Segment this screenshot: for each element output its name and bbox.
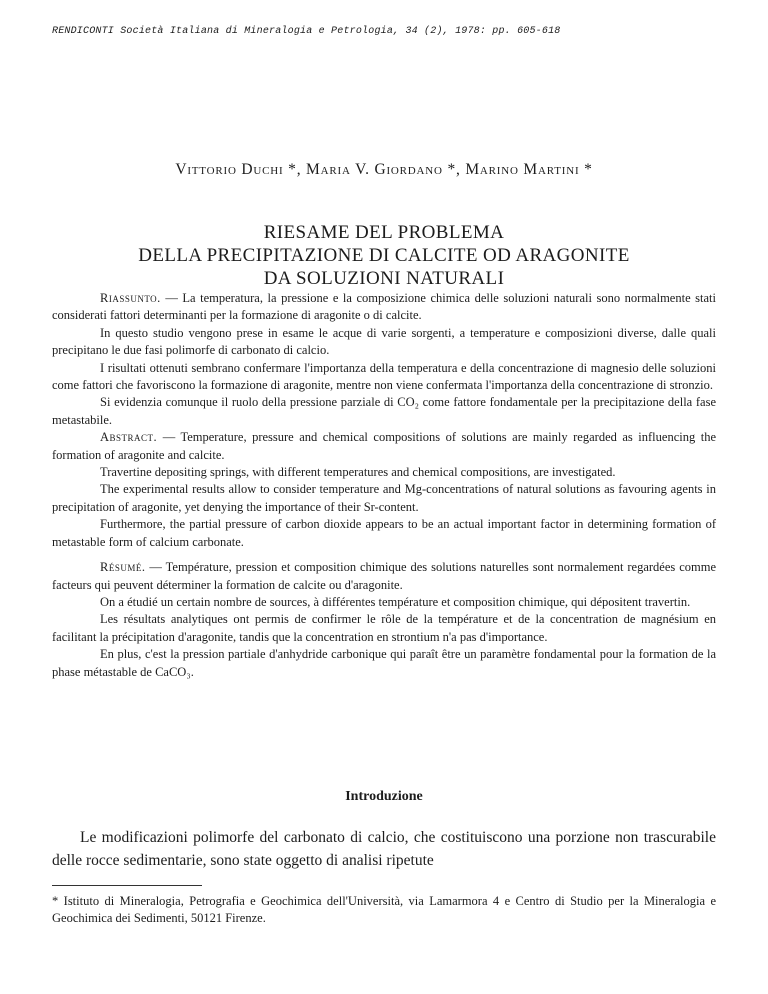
resume-paragraph: En plus, c'est la pression partiale d'anhydride carbonique qui paraît être un paramètre fondamental pour la formation de la phase métastable de CaCO₃.: [52, 647, 716, 679]
abstract-paragraph: Furthermore, the partial pressure of carbon dioxide appears to be an actual important factor in determining formation of metastable form of calcium carbonate.: [52, 517, 716, 549]
resume-paragraph: [52, 559, 716, 594]
author-line: Vittorio Duchi *, Maria V. Giordano *, Marino Martini *: [175, 161, 593, 178]
abstract-paragraph: The experimental results allow to consider temperature and Mg-concentrations of natural solutions as favouring agents in precipitation of aragonite, yet denying the importance of their Sr-content.: [52, 482, 716, 514]
footnote-rule: [52, 885, 202, 886]
riassunto-text: — La temperatura, la pressione e la composizione chimica delle soluzioni naturali sono normalmente stati considerati fattori determinanti per la formazione di aragonite o di calcite.: [52, 291, 716, 323]
riassunto-paragraph: I risultati ottenuti sembrano confermare l'importanza della temperatura e della concentrazione di magnesio delle soluzioni come fattori che favoriscono la formazione di aragonite, mentre non viene confermata l'importanza della concentrazione di stronzio.: [52, 360, 716, 393]
article-title: [0, 221, 768, 290]
abstracts-block: [52, 290, 716, 681]
running-head: RENDICONTI Società Italiana di Mineralogia e Petrologia, 34 (2), 1978: pp. 605-618: [52, 26, 561, 37]
section-heading: Introduzione: [345, 789, 423, 804]
title-line: RIESAME DEL PROBLEMA: [263, 222, 505, 243]
riassunto-paragraph: In questo studio vengono prese in esame le acque di varie sorgenti, a temperature e composizioni diverse, dalle quali precipitano le due fasi polimorfe di carbonato di calcio.: [52, 325, 716, 358]
title-line: DA SOLUZIONI NATURALI: [263, 268, 505, 289]
abstract-paragraph: Travertine depositing springs, with different temperatures and chemical compositions, are investigated.: [100, 465, 616, 480]
footnote: [52, 893, 716, 926]
riassunto-paragraph: [52, 290, 716, 325]
resume-label: Résumé.: [100, 560, 146, 575]
abstract-paragraph: [52, 429, 716, 464]
footnote-text: * Istituto di Mineralogia, Petrografia e Geochimica dell'Università, via Lamarmora 4 e Centro di Studio per la Mineralogia e Geochimica dei Sedimenti, 50121 Firenze.: [52, 894, 716, 925]
abstract-text: — Temperature, pressure and chemical compositions of solutions are mainly regarded as influencing the formation of aragonite and calcite.: [52, 430, 716, 462]
body-paragraph: Le modificazioni polimorfe del carbonato di calcio, che costituiscono una porzione non trascurabile delle rocce sedimentarie, sono state oggetto di analisi ripetute: [52, 829, 716, 869]
riassunto-label: Riassunto.: [100, 291, 161, 305]
resume-paragraph: Les résultats analytiques ont permis de confirmer le rôle de la température et de la concentration de magnésium en facilitant la précipitation d'aragonite, tandis que la concentration en strontium n'a pas d'importance.: [52, 612, 716, 644]
abstract-label: Abstract.: [100, 430, 158, 445]
resume-paragraph: On a étudié un certain nombre de sources, à différentes température et composition chimique, qui dépositent travertin.: [100, 594, 691, 609]
resume-text: — Température, pression et composition chimique des solutions naturelles sont normalement regardées comme facteurs qui peuvent déterminer la formation de calcite ou d'aragonite.: [52, 560, 716, 592]
title-line: DELLA PRECIPITAZIONE DI CALCITE OD ARAGONITE: [138, 245, 630, 266]
riassunto-paragraph: Si evidenzia comunque il ruolo della pressione parziale di CO₂ come fattore fondamentale per la precipitazione della fase metastabile.: [52, 395, 716, 427]
introduction-body: [52, 826, 716, 872]
